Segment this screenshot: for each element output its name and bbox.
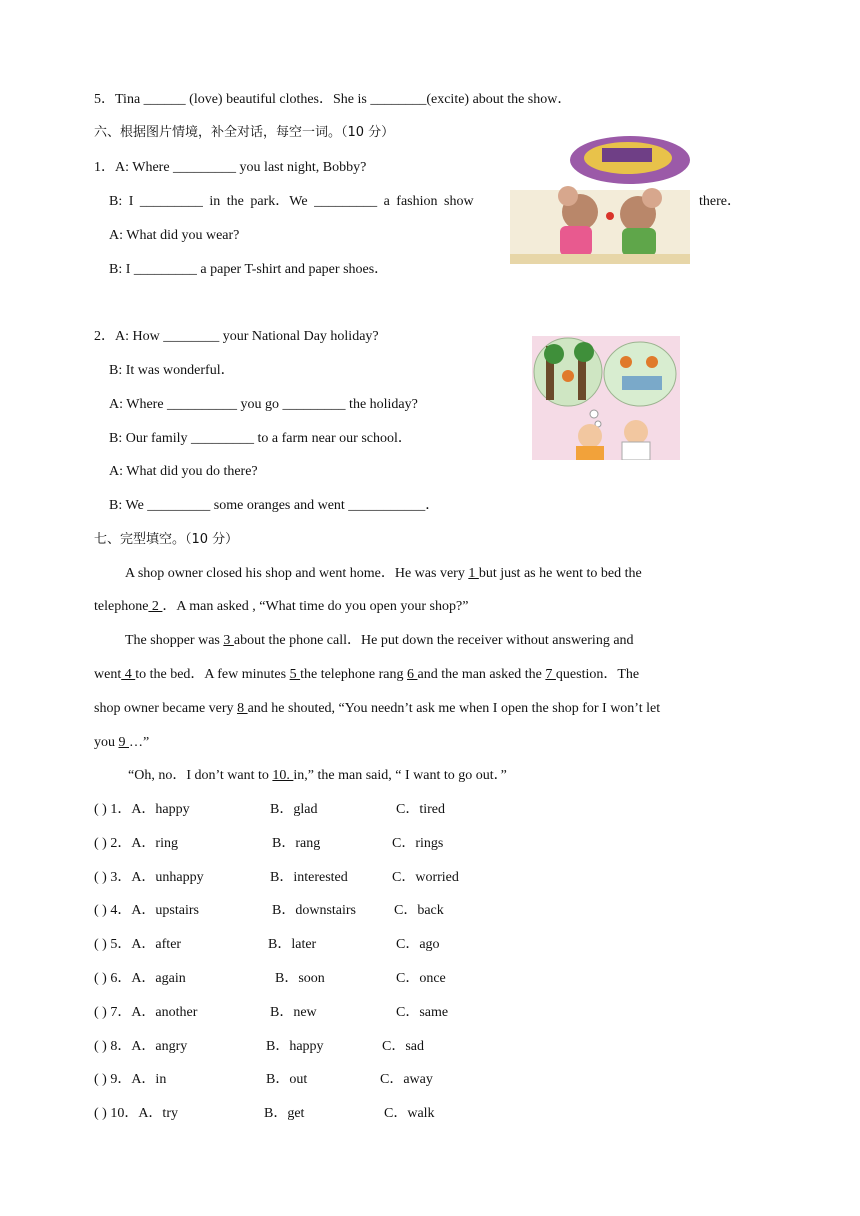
- dialog-1-line-3: A: What did you wear?: [109, 228, 240, 243]
- passage-line-7: [128, 767, 507, 785]
- passage-text: to the bed．A few minutes: [135, 667, 290, 682]
- option-b[interactable]: B．soon: [275, 971, 325, 986]
- fashion-show-illustration: [510, 130, 690, 264]
- option-b[interactable]: B．downstairs: [272, 903, 356, 918]
- dialog-2-line-6: B: We _________ some oranges and went ___________．: [109, 498, 440, 513]
- option-a[interactable]: ( ) 8．A．angry: [94, 1039, 188, 1054]
- dialog-2-line-1: 2．A: How ________ your National Day holiday?: [94, 329, 379, 344]
- passage-text: you: [94, 735, 119, 750]
- passage-line-1: [125, 565, 642, 583]
- option-b[interactable]: B．get: [264, 1106, 305, 1121]
- passage-line-3: [125, 632, 634, 650]
- option-b[interactable]: B．out: [266, 1072, 308, 1087]
- passage-text: but just as he went to bed the: [478, 566, 642, 581]
- option-b[interactable]: B．later: [268, 937, 317, 952]
- blank-1: 1: [468, 566, 479, 581]
- option-a[interactable]: ( ) 4．A．upstairs: [94, 903, 199, 918]
- option-b[interactable]: B．new: [270, 1005, 317, 1020]
- option-a[interactable]: ( ) 10．A．try: [94, 1106, 178, 1121]
- option-c[interactable]: C．worried: [392, 870, 459, 885]
- farm-holiday-illustration: [532, 336, 680, 460]
- passage-text: question．The: [555, 667, 640, 682]
- option-b[interactable]: B．interested: [270, 870, 348, 885]
- option-a[interactable]: ( ) 3．A．unhappy: [94, 870, 204, 885]
- passage-text: ．A man asked , “What time do you open your shop?”: [162, 599, 469, 614]
- option-a[interactable]: ( ) 5．A．after: [94, 937, 182, 952]
- blank-2: 2: [148, 599, 163, 614]
- dialog-1-line-4: B: I _________ a paper T-shirt and paper shoes．: [109, 262, 389, 277]
- dialog-2-line-3: A: Where __________ you go _________ the holiday?: [109, 397, 418, 412]
- question-5-text: 5．Tina ______ (love) beautiful clothes．She is ________(excite) about the show．: [94, 92, 572, 107]
- option-c[interactable]: C．back: [394, 903, 444, 918]
- option-a[interactable]: ( ) 7．A．another: [94, 1005, 198, 1020]
- passage-text: in,” the man said, “ I want to go out．”: [293, 768, 507, 783]
- option-c[interactable]: C．rings: [392, 836, 444, 851]
- option-a[interactable]: ( ) 9．A．in: [94, 1072, 167, 1087]
- option-b[interactable]: B．rang: [272, 836, 321, 851]
- option-a[interactable]: ( ) 6．A．again: [94, 971, 186, 986]
- option-c[interactable]: C．tired: [396, 802, 445, 817]
- blank-4: 4: [121, 667, 136, 682]
- passage-text: about the phone call．He put down the receiver without answering and: [233, 633, 634, 648]
- passage-line-4: [94, 666, 639, 684]
- dialog-1-line-2-end: there．: [699, 194, 741, 209]
- blank-3: 3: [223, 633, 234, 648]
- passage-text: went: [94, 667, 122, 682]
- option-a[interactable]: ( ) 2．A．ring: [94, 836, 178, 851]
- option-c[interactable]: C．once: [396, 971, 446, 986]
- option-c[interactable]: C．walk: [384, 1106, 435, 1121]
- passage-text: The shopper was: [125, 633, 224, 648]
- passage-text: …”: [129, 735, 150, 750]
- option-c[interactable]: C．same: [396, 1005, 449, 1020]
- option-c[interactable]: C．away: [380, 1072, 433, 1087]
- blank-8: 8: [237, 701, 248, 716]
- blank-10: 10.: [272, 768, 294, 783]
- option-b[interactable]: B．happy: [266, 1039, 324, 1054]
- blank-7: 7: [545, 667, 556, 682]
- passage-line-5: [94, 700, 660, 718]
- dialog-1-line-2: B: I _________ in the park．We _________ a fashion show: [109, 194, 474, 209]
- option-c[interactable]: C．sad: [382, 1039, 424, 1054]
- mice-image-icon: [510, 130, 690, 264]
- blank-6: 6: [407, 667, 418, 682]
- passage-text: telephone: [94, 599, 149, 614]
- dialog-2-line-2: B: It was wonderful．: [109, 363, 235, 378]
- dialog-2-line-5: A: What did you do there?: [109, 464, 258, 479]
- section-7-title: 七、完型填空。（10 分）: [94, 532, 239, 547]
- passage-text: shop owner became very: [94, 701, 238, 716]
- dialog-2-line-4: B: Our family _________ to a farm near our school．: [109, 431, 412, 446]
- dialog-1-line-1: 1．A: Where _________ you last night, Bobby?: [94, 160, 367, 175]
- passage-line-2: [94, 598, 468, 616]
- passage-text: A shop owner closed his shop and went home．He was very: [125, 566, 469, 581]
- passage-text: and he shouted, “You needn’t ask me when I open the shop for I won’t let: [247, 701, 661, 716]
- option-a[interactable]: ( ) 1．A．happy: [94, 802, 190, 817]
- farm-image-icon: [532, 336, 680, 460]
- option-b[interactable]: B．glad: [270, 802, 318, 817]
- option-c[interactable]: C．ago: [396, 937, 440, 952]
- section-6-title: 六、根据图片情境，补全对话，每空一词。（10 分）: [94, 125, 395, 140]
- passage-text: the telephone rang: [300, 667, 407, 682]
- passage-text: “Oh, no．I don’t want to: [128, 768, 273, 783]
- passage-text: and the man asked the: [417, 667, 546, 682]
- passage-line-6: [94, 734, 149, 752]
- blank-5: 5: [289, 667, 301, 682]
- blank-9: 9: [118, 735, 129, 750]
